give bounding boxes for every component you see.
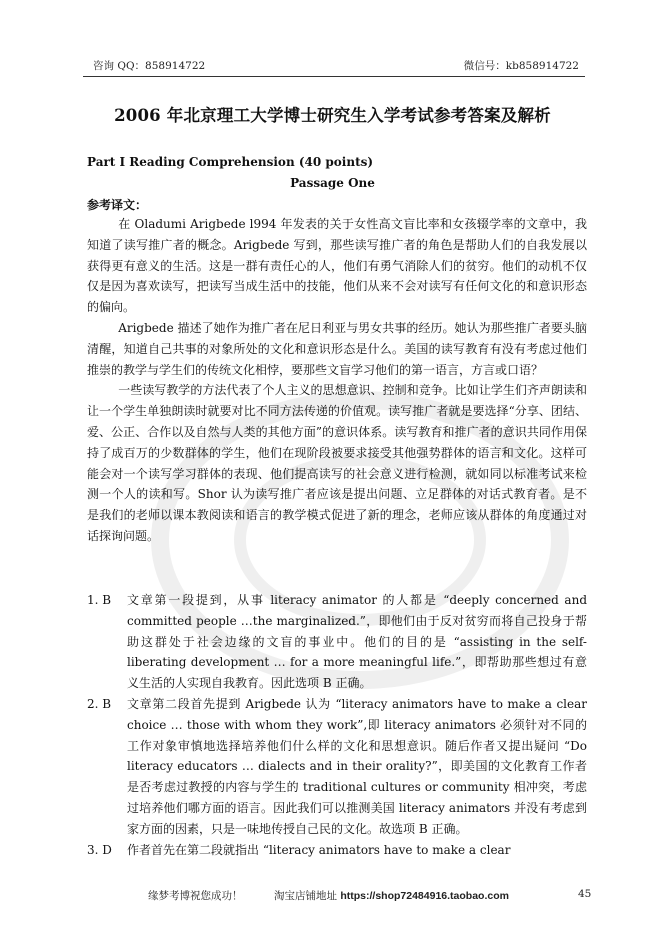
answer-item-1	[87, 590, 587, 694]
answer-label: 3. D	[87, 842, 112, 857]
header-qq-contact: 咨询 QQ：858914722	[93, 60, 206, 72]
answer-item-2	[87, 694, 587, 840]
passage-heading: Passage One	[290, 176, 375, 190]
answer-item-3	[87, 840, 587, 861]
page-number: 45	[578, 888, 592, 900]
answer-explanations	[87, 590, 587, 860]
part-heading: Part Ⅰ Reading Comprehension (40 points)	[87, 155, 374, 169]
answer-text: 文章第一段提到，从事 literacy animator 的人都是 “deeply concerned and committed people …the marginalized.”，即他们由于反对贫穷而将自己投身于帮助这群处于社会边缘的文盲的事业中。他们的目的是 “assisting in the self-liberating development … for a more meaningful life.”，即帮助那些想过有意义生活的人实现自我教育。因此选项 B 正确。	[127, 593, 587, 691]
reference-translation-label: 参考译文：	[87, 198, 148, 212]
answer-text: 作者首先在第二段就指出 “literacy animators have to make a clear	[127, 842, 511, 857]
document-title: 2006 年北京理工大学博士研究生入学考试参考答案及解析	[114, 106, 551, 125]
answer-text: 文章第二段首先提到 Arigbede 认为 “literacy animators have to make a clear choice … those with whom they work”,即 literacy animators 必须针对不同的工作对象审慎地选择培养他们什么样的文化和思想意识。随后作者又提出疑问 “Do literacy educators … dialects and in their orality?”，即美国的文化教育工作者是否考虑过教授的内容与学生的 traditional cultures or community 相冲突，考虑过培养他们哪方面的语言。因此我们可以推测美国 literacy animators 并没有考虑到家方面的因素，只是一味地传授自己民的文化。故选项 B 正确。	[127, 696, 587, 836]
footer-store-url[interactable]: https://shop72484916.taobao.com	[340, 890, 509, 902]
answer-label: 2. B	[87, 696, 112, 711]
translation-body	[87, 214, 587, 547]
paragraph-2: Arigbede 描述了她作为推广者在尼日利亚与男女共事的经历。她认为那些推广者要头脑清醒，知道自己共事的对象所处的文化和意识形态是什么。美国的读写教育有没有考虑过他们推崇的教学与学生们的传统文化相悖，要那些文盲学习他们的第一语言，方言或口语？	[87, 320, 587, 377]
header-wechat-contact: 微信号：kb858914722	[463, 60, 579, 72]
paragraph-1: 在 Oladumi Arigbede l994 年发表的关于女性高文盲比率和女孩辍学率的文章中，我知道了读写推广者的概念。Arigbede 写到，那些读写推广者的角色是帮助人们的自我发展以获得更有意义的生活。这是一群有责任心的人，他们有勇气消除人们的贫穷。他们的动机不仅仅是因为喜欢读写，把读写当成生活中的技能，他们从来不会对读写有任何文化的和意识形态的偏向。	[87, 217, 587, 315]
answer-label: 1. B	[87, 593, 112, 607]
footer-slogan: 缘梦考博祝您成功！	[148, 890, 243, 902]
footer-store	[274, 888, 509, 903]
page-header	[83, 56, 585, 77]
footer-store-label: 淘宝店铺地址	[274, 890, 337, 902]
paragraph-3: 一些读写教学的方法代表了个人主义的思想意识、控制和竞争。比如让学生们齐声朗读和让一个学生单独朗读时就要对比不同方法传递的价值观。读写推广者就是要选择“分享、团结、爱、公正、合作以及自然与人类的其他方面”的意识体系。读写教育和推广者的意识共同作用保持了成百万的少数群体的学生，他们在现阶段被要求接受其他强势群体的语言和文化。这样可能会对一个读写学习群体的表现、他们提高读写的社会意义进行检测，就如同以标准考试来检测一个人的读和写。Shor 认为读写推广者应该是提出问题、立足群体的对话式教育者。是不是我们的老师以课本教阅读和语言的教学模式促进了新的理念，老师应该从群体的角度通过对话探询问题。	[87, 383, 587, 543]
